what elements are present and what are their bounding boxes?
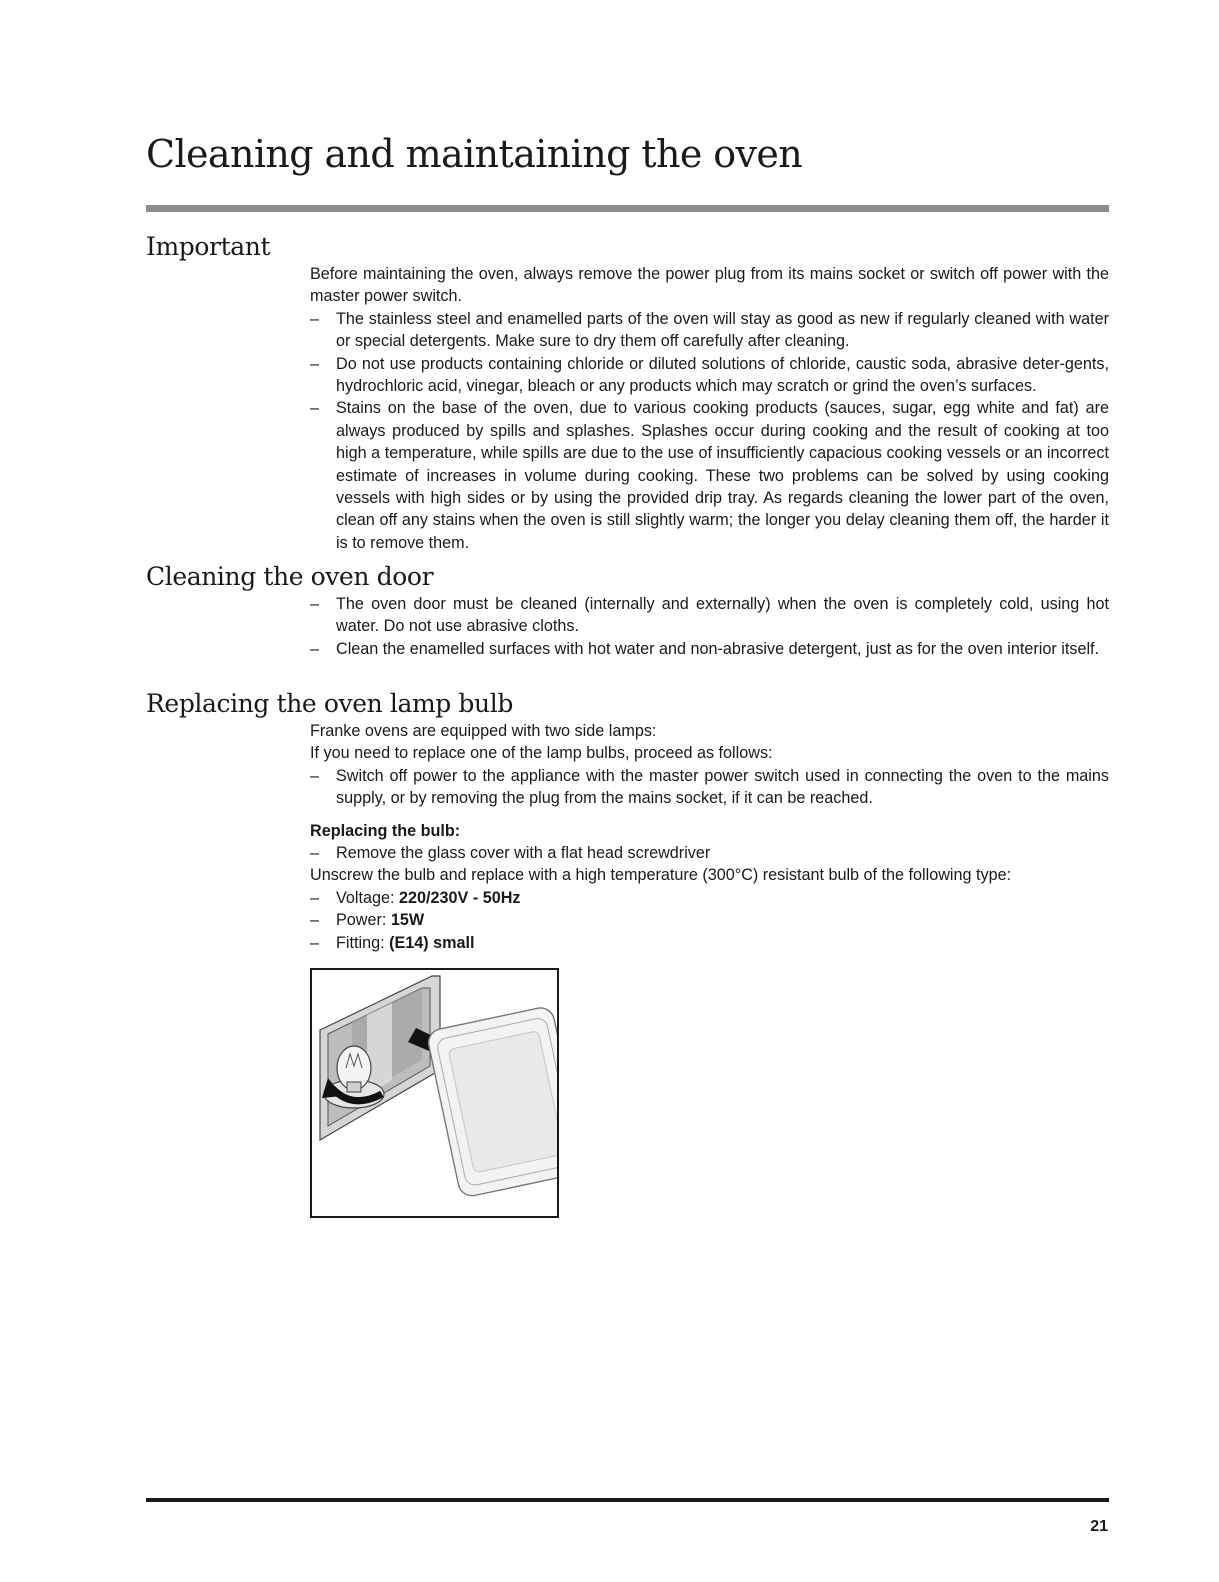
lamp-replacement-illustration: [310, 968, 559, 1218]
section-heading-important: Important: [146, 232, 271, 261]
lamp-body: [310, 720, 1109, 954]
spec-voltage: [310, 887, 1109, 909]
spec-label: Voltage:: [336, 888, 400, 907]
spec-label: Power:: [336, 911, 391, 930]
section-heading-lamp: Replacing the oven lamp bulb: [146, 689, 513, 718]
important-body: [310, 263, 1109, 554]
section-heading-door: Cleaning the oven door: [146, 562, 434, 591]
list-item: – Switch off power to the appliance with the master power switch used in connecting the oven to the mains supply, or by removing the plug from the mains socket, if it can be reached.: [310, 765, 1109, 810]
sub-heading-replacing-bulb: Replacing the bulb:: [310, 821, 461, 840]
list-item: – Clean the enamelled surfaces with hot water and non-abrasive detergent, just as for the oven interior itself.: [310, 638, 1109, 660]
lamp-line-2: If you need to replace one of the lamp bulbs, proceed as follows:: [310, 744, 773, 763]
title-rule: [146, 205, 1109, 212]
spec-fitting: [310, 932, 1109, 954]
footer-rule: [146, 1498, 1109, 1502]
door-body: [310, 593, 1109, 660]
spec-power: [310, 909, 1109, 931]
list-item: – Remove the glass cover with a flat head screwdriver: [310, 842, 1109, 864]
recess-highlight: [367, 1003, 392, 1094]
page-title: Cleaning and maintaining the oven: [146, 132, 803, 176]
list-item: – Stains on the base of the oven, due to various cooking products (sauces, sugar, egg white and fat) are always produced by spills and splashes. Splashes occur during cooking and the result of cooking at too high a temperature, while spills are due to the use of insufficiently capacious cooking vessels or an incorrect estimate of increases in volume during cooking. These two problems can be solved by using cooking vessels with high sides or by using the provided drip tray. As regards cleaning the lower part of the oven, clean off any stains when the oven is still slightly warm; the longer you delay cleaning them off, the harder it is to remove them.: [310, 397, 1109, 554]
lamp-illustration-svg: [312, 970, 557, 1216]
spec-value: (E14) small: [389, 933, 475, 952]
list-item: – The oven door must be cleaned (internally and externally) when the oven is completely cold, using hot water. Do not use abrasive cloths.: [310, 593, 1109, 638]
list-item: – Do not use products containing chloride or diluted solutions of chloride, caustic soda, abrasive deter-gents, hydrochloric acid, vinegar, bleach or any products which may scratch or grind the oven’s surfaces.: [310, 353, 1109, 398]
lamp-line-3: Unscrew the bulb and replace with a high temperature (300°C) resistant bulb of the following type:: [310, 866, 1012, 885]
lamp-line-1: Franke ovens are equipped with two side lamps:: [310, 722, 657, 740]
page-number: 21: [1090, 1518, 1108, 1535]
important-intro: Before maintaining the oven, always remove the power plug from its mains socket or switch off power with the master power switch.: [310, 265, 1109, 306]
spec-label: Fitting:: [336, 933, 390, 952]
bulb-base: [347, 1082, 361, 1092]
spec-value: 220/230V - 50Hz: [399, 888, 521, 907]
list-item: – The stainless steel and enamelled parts of the oven will stay as good as new if regularly cleaned with water or special detergents. Make sure to dry them off carefully after cleaning.: [310, 308, 1109, 353]
spec-value: 15W: [390, 911, 425, 930]
